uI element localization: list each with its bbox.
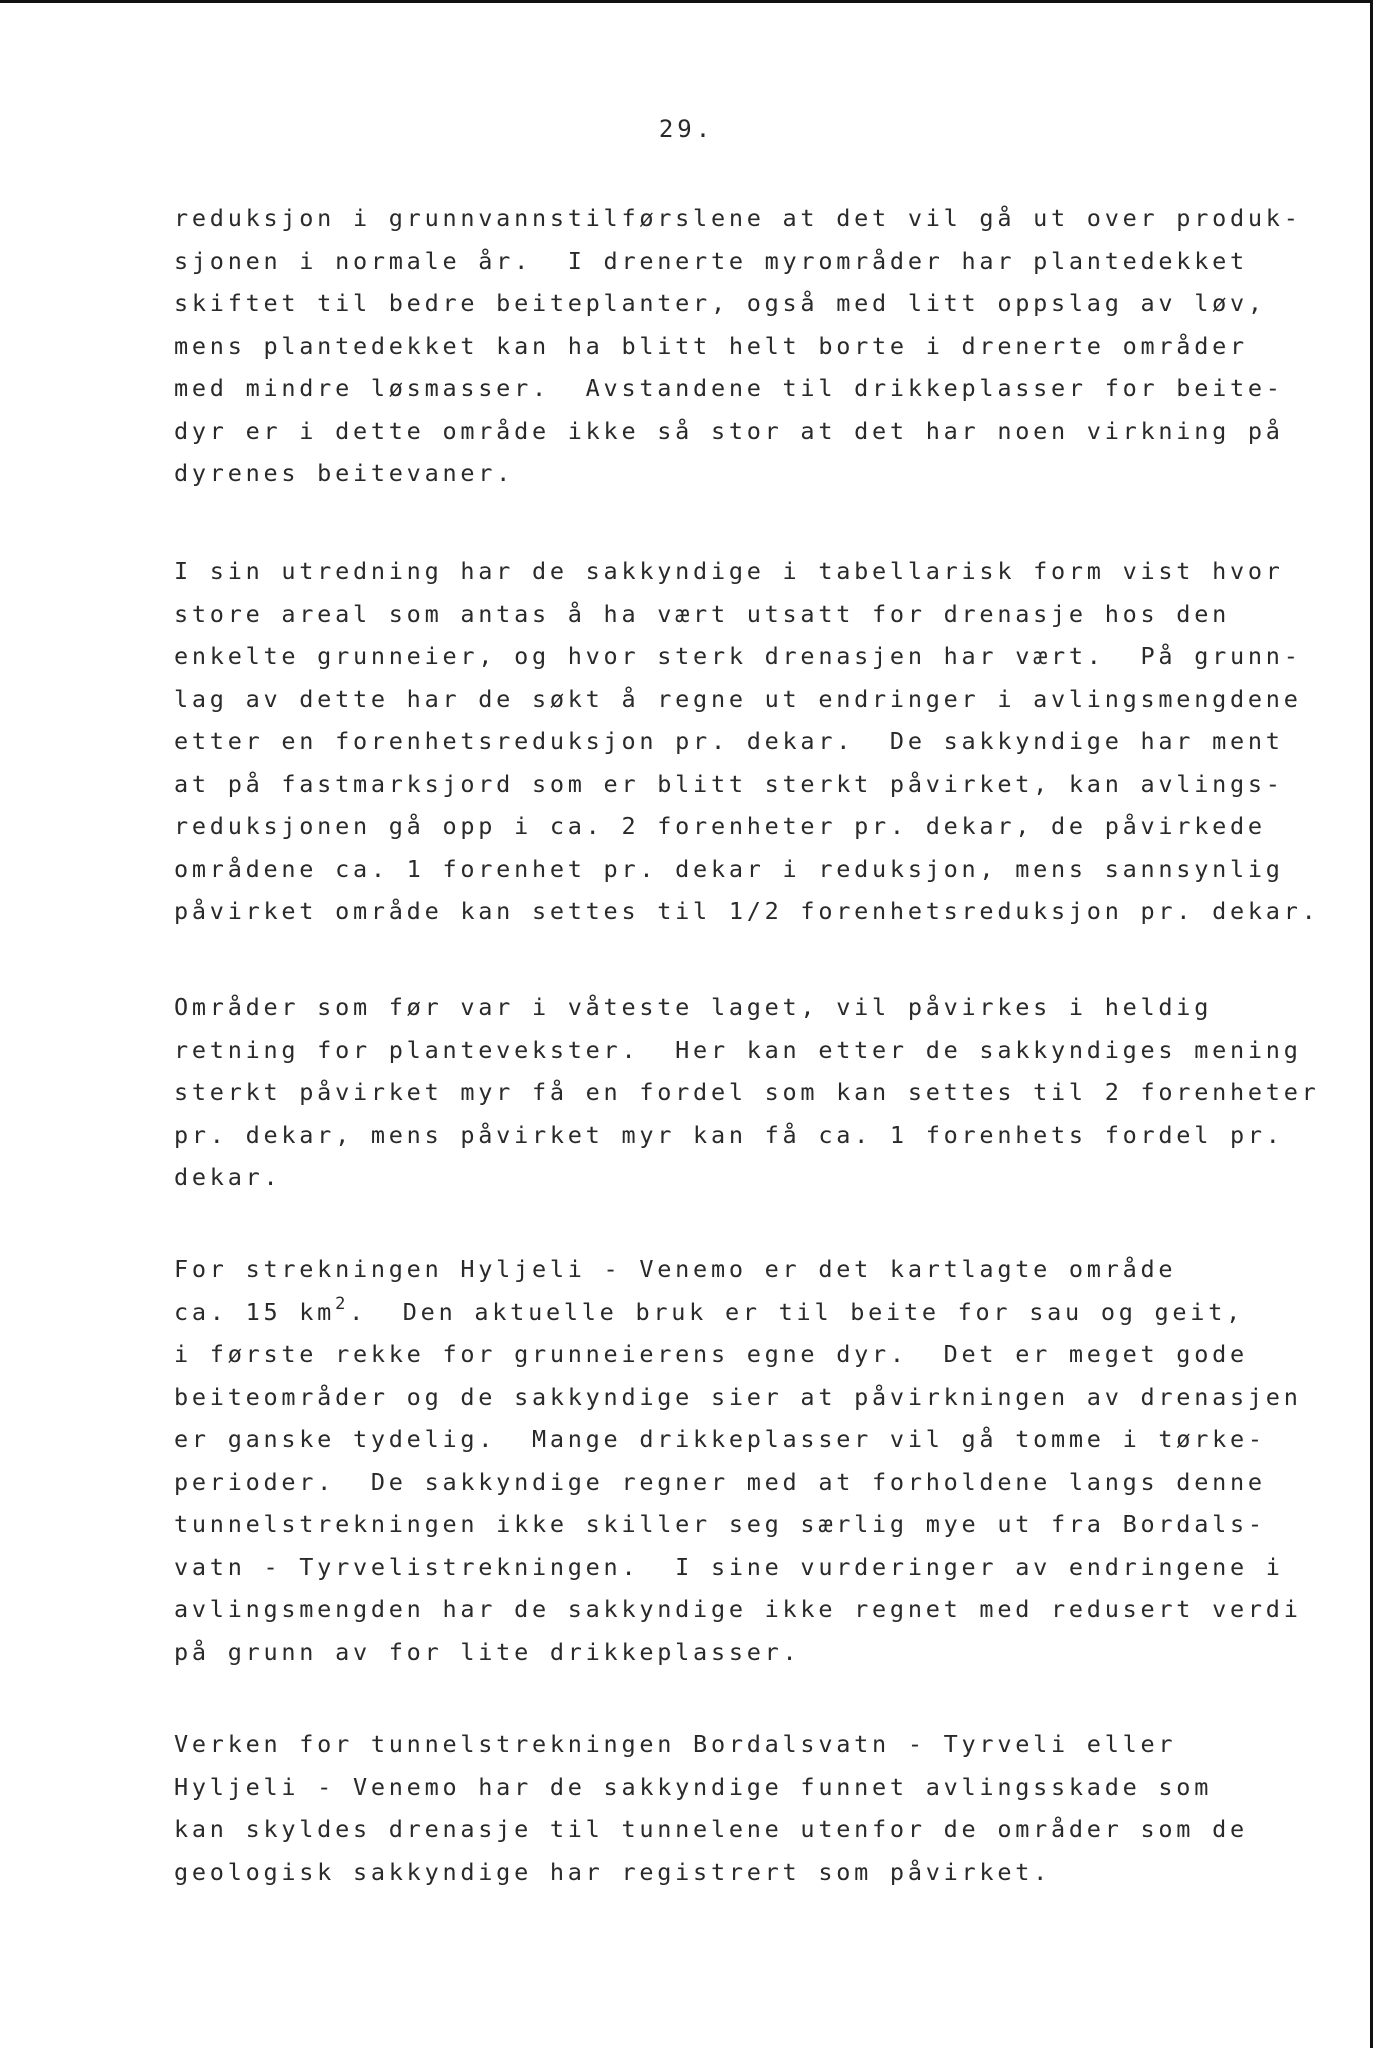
- text-line: på grunn av for lite drikkeplasser.: [174, 1637, 801, 1666]
- text-line: Områder som før var i våteste laget, vil påvirkes i heldig: [174, 993, 1213, 1021]
- text-line: pr. dekar, mens påvirket myr kan få ca. 1 forenhets fordel pr.: [174, 1120, 1284, 1149]
- paragraph-2: [174, 550, 1320, 933]
- text-line: med mindre løsmasser. Avstandene til drikkeplasser for beite-: [174, 374, 1284, 402]
- text-line: vatn - Tyrvelistrekningen. I sine vurderinger av endringene i: [174, 1552, 1284, 1581]
- text-line: dekar.: [174, 1163, 282, 1191]
- text-line: at på fastmarksjord som er blitt sterkt påvirket, kan avlings-: [174, 769, 1284, 798]
- text-line: skiftet til bedre beiteplanter, også med litt oppslag av løv,: [174, 289, 1266, 317]
- text-line: For strekningen Hyljeli - Venemo er det kartlagte område: [174, 1255, 1177, 1283]
- paragraph-3: [174, 986, 1320, 1199]
- text-line: store areal som antas å ha vært utsatt for drenasje hos den: [174, 599, 1230, 628]
- text-fragment: ca. 15 km: [174, 1297, 336, 1326]
- text-line: reduksjonen gå opp i ca. 2 forenheter pr. dekar, de påvirkede: [174, 812, 1266, 840]
- text-line: enkelte grunneier, og hvor sterk drenasjen har vært. På grunn-: [174, 642, 1302, 670]
- text-line: kan skyldes drenasje til tunnelene utenfor de områder som de: [174, 1815, 1248, 1843]
- text-line: sterkt påvirket myr få en fordel som kan settes til 2 forenheter: [174, 1078, 1320, 1106]
- text-line: I sin utredning har de sakkyndige i tabellarisk form vist hvor: [174, 557, 1284, 585]
- text-line: dyrenes beitevaner.: [174, 459, 515, 487]
- text-line: Verken for tunnelstrekningen Bordalsvatn - Tyrveli eller: [174, 1730, 1177, 1758]
- text-line: påvirket område kan settes til 1/2 forenhetsreduksjon pr. dekar.: [174, 897, 1320, 925]
- text-line: sjonen i normale år. I drenerte myrområder har plantedekket: [174, 246, 1248, 275]
- text-line: retning for plantevekster. Her kan etter de sakkyndiges mening: [174, 1035, 1302, 1064]
- text-line: beiteområder og de sakkyndige sier at påvirkningen av drenasjen: [174, 1382, 1302, 1411]
- text-line: er ganske tydelig. Mange drikkeplasser vil gå tomme i tørke-: [174, 1425, 1266, 1453]
- text-line: dyr er i dette område ikke så stor at det har noen virkning på: [174, 416, 1284, 445]
- page-number: 29.: [658, 115, 715, 143]
- paragraph-4: [174, 1248, 1304, 1673]
- text-line: tunnelstrekningen ikke skiller seg særlig mye ut fra Bordals-: [174, 1510, 1266, 1538]
- text-line: lag av dette har de søkt å regne ut endringer i avlingsmengdene: [174, 684, 1302, 713]
- superscript: 2: [335, 1293, 350, 1314]
- text-line: Hyljeli - Venemo har de sakkyndige funnet avlingsskade som: [174, 1772, 1213, 1801]
- text-line: områdene ca. 1 forenhet pr. dekar i reduksjon, mens sannsynlig: [174, 854, 1284, 883]
- text-line: geologisk sakkyndige har registrert som påvirket.: [174, 1857, 1052, 1886]
- text-line: mens plantedekket kan ha blitt helt borte i drenerte områder: [174, 331, 1248, 360]
- text-line: reduksjon i grunnvannstilførslene at det vil gå ut over produk-: [174, 204, 1302, 232]
- paragraph-5: [174, 1723, 1304, 1893]
- text-line: i første rekke for grunneierens egne dyr. Det er meget gode: [174, 1340, 1248, 1368]
- text-line-with-superscript: [174, 1291, 1304, 1334]
- text-line: etter en forenhetsreduksjon pr. dekar. De sakkyndige har ment: [174, 727, 1284, 755]
- text-line: perioder. De sakkyndige regner med at forholdene langs denne: [174, 1467, 1266, 1496]
- text-fragment: . Den aktuelle bruk er til beite for sau og geit,: [349, 1297, 1245, 1326]
- text-line: avlingsmengden har de sakkyndige ikke regnet med redusert verdi: [174, 1595, 1302, 1623]
- paragraph-1: [174, 197, 1304, 495]
